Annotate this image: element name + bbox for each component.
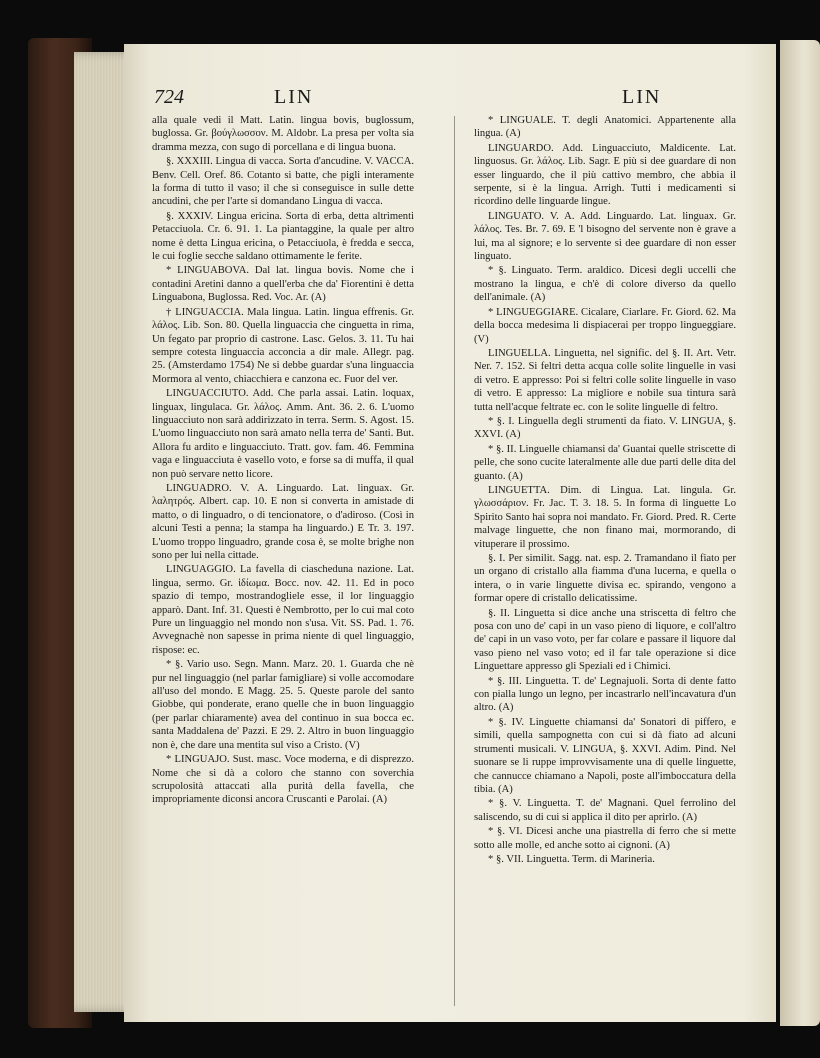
running-head-right: LIN — [622, 86, 662, 108]
column-divider — [454, 116, 455, 1006]
page-header — [154, 86, 754, 112]
dictionary-entry: §. II. Linguetta si dice anche una striscetta di feltro che posa con uno de' capi in un vaso pieno di liquore, e coll'altro de' capi in un vaso voto, per far colare e passare il liquore dal vaso pieno nel vaso voto; ed il far tale operazione si dice Linguettare appresso gli Speziali ed i Chimici. — [474, 607, 736, 673]
dictionary-entry: * LINGUALE. T. degli Anatomici. Appartenente alla lingua. (A) — [474, 115, 736, 140]
right-column — [474, 114, 736, 1014]
dictionary-entry: * LINGUAJO. Sust. masc. Voce moderna, e di disprezzo. Nome che si dà a coloro che stanno con soverchia scrupolosità attaccati alla purità della favella, che impropriamente diconsi ancora Cruscanti e Parolai. (A) — [152, 754, 414, 806]
dictionary-entry: * §. Vario uso. Segn. Mann. Marz. 20. 1. Guarda che nè pur nel linguaggio (nel parlar famigliare) si volle accomodare all'uso del mondo. E Magg. 25. 5. Queste parole del santo Giobbe, qui ponderate, erano quelle che in buon linguaggio (per parlar chiaramente) avea del continuo in sua bocca ec. santa Maddalena de' Pazzi. E 29. 2. Altro in buon linguaggio non è, che dare una mentita sul viso a Cristo. (V) — [152, 659, 414, 751]
dictionary-entry: §. XXXIV. Lingua ericina. Sorta di erba, detta altrimenti Petacciuola. Cr. 6. 91. 1. La piantaggine, la quale per altro nome è detta Lingua ericina, o Petacciuola, è fredda e secca, le cui foglie secche saldano ottimamente le ferite. — [152, 210, 414, 263]
dictionary-entry: LINGUETTA. Dim. di Lingua. Lat. lingula. Gr. γλωσσάριον. Fr. Jac. T. 3. 18. 5. In forma di linguette Lo Spirito Santo hai sopra noi mandato. Fr. Giord. Pred. R. Certe malvage linguette, che non finano mai, mormorando, di vituperare il prossimo. — [474, 484, 736, 550]
dictionary-entry: alla quale vedi il Matt. Latin. lingua bovis, buglossum, buglossa. Gr. βούγλωσσον. M. Aldobr. La presa per volta sia dramma mezza, con sugo di porcellana e di lingua buona. — [152, 115, 414, 153]
dictionary-entry: §. I. Per similit. Sagg. nat. esp. 2. Tramandano il fiato per un organo di cristallo alla fiamma d'una lucerna, e quella o intera, o in varie linguette divisa ec. spirando, vengono a formar opere di cristallo delicatissime. — [474, 553, 736, 605]
dictionary-entry: §. XXXIII. Lingua di vacca. Sorta d'ancudine. V. VACCA. Benv. Cell. Oref. 86. Cotanto si batte, che pigli interamente la forma di tutto il vaso; il che si conseguisce in sulle dette ancudini, che per l'arte si domandano Lingua di vacca. — [152, 156, 414, 208]
dictionary-entry: LINGUATO. V. A. Add. Linguardo. Lat. linguax. Gr. λάλος. Tes. Br. 7. 69. E 'l bisogno del servente non è grave a lui, ma al signore; e lo servente si dee guardare di non esser linguato. — [474, 210, 736, 263]
dictionary-entry: * §. II. Linguelle chiamansi da' Guantai quelle striscette di pelle, che sono cucite lateralmente alle due parti delle dita del guanto. (A) — [474, 443, 736, 482]
dictionary-entry: * LINGUABOVA. Dal lat. lingua bovis. Nome che i contadini Aretini danno a quell'erba che da' Fiorentini è detta Linguabona, Buglossa. Red. Voc. Ar. (A) — [152, 265, 414, 304]
dictionary-entry: * §. Linguato. Term. araldico. Dicesi degli uccelli che mostrano la lingua, e ch'è di colore diverso da quello dell'animale. (A) — [474, 265, 736, 304]
facing-page-edge — [780, 40, 820, 1026]
dictionary-entry: * §. VI. Dicesi anche una piastrella di ferro che si mette sotto alle molle, ed anche sotto ai cignoni. (A) — [474, 826, 736, 851]
dictionary-entry: * §. III. Linguetta. T. de' Legnajuoli. Sorta di dente fatto con pialla lungo un legno, per incastrarlo nell'incavatura d'un altro. (A) — [474, 675, 736, 714]
dictionary-entry: * §. VII. Linguetta. Term. di Marineria. — [488, 853, 655, 865]
dictionary-entry: LINGUELLA. Linguetta, nel signific. del §. II. Art. Vetr. Ner. 7. 152. Si feltri detta acqua colle solite linguelle in vasi di vetro. E appresso: Poi si feltri colle solite linguelle in vaso di vetro. E appresso: La migliore e nobile sua tintura sarà tutta nell'acque feltrate ec. con le solite linguelle di feltro. — [474, 347, 736, 413]
dictionary-entry: LINGUARDO. Add. Linguacciuto, Maldicente. Lat. linguosus. Gr. λάλος. Lib. Sagr. E più si dee guardare di non esser linguardo, che il più cattivo membro, che abbia il serpente, si è la lingua. Arrigh. Tutti i medicamenti si ricordino delle linguarde lingue. — [474, 142, 736, 208]
page-number: 724 — [154, 86, 184, 108]
dictionary-entry: LINGUAGGIO. La favella di ciascheduna nazione. Lat. lingua, sermo. Gr. ἰδίωμα. Bocc. nov. 42. 11. Ed in poco spazio di tempo, mostrandogliele esse, il lor linguaggio apparò. Dant. Inf. 31. Questi è Nembrotto, per lo cui mal coto Pure un linguaggio nel mondo non s'usa. Vit. SS. Pad. 1. 76. Avvegnachè non sapesse in prima niente di quel linguaggio, rispose: ec. — [152, 564, 414, 656]
dictionary-entry: * §. I. Linguella degli strumenti da fiato. V. LINGUA, §. XXVI. (A) — [474, 415, 736, 441]
dictionary-entry: LINGUADRO. V. A. Linguardo. Lat. linguax. Gr. λαλητρός. Albert. cap. 10. E non si converta in amistade di matto, o di linguadro, o di tencionatore, o d'adiroso. (Così in alcuni Testi a penna; la stampa ha linguardo.) E Tr. 3. 197. L'uomo troppo linguadro, grande cosa è, se molte brighe non sono per lui nella cittade. — [152, 482, 414, 561]
dictionary-entry: † LINGUACCIA. Mala lingua. Latin. lingua effrenis. Gr. λάλος. Lib. Son. 80. Quella linguaccia che cinguetta in rima, Un fegato par proprio di castrone. Lasc. Gelos. 3. 11. Tu hai sempre cotesta linguaccia acconcia a dir male. Allegr. pag. 25. (Amsterdamo 1754) Ne si debbe guardar s'una linguaccia Mormora al vento, chiacchiera e canzona ec. Fuor del ver. — [152, 306, 414, 385]
running-head-left: LIN — [274, 86, 314, 108]
dictionary-entry: LINGUACCIUTO. Add. Che parla assai. Latin. loquax, linguax, lingulaca. Gr. λάλος. Amm. Ant. 36. 2. 6. L'uomo linguacciuto non sarà addirizzato in terra. Serm. S. Agost. 15. L'uomo linguacciuto non sarà amato nella terra de' Santi. But. Allora fu ardito e linguacciuto. Tratt. gov. fam. 46. Femmina vaga e linguacciuta è vasello voto, e forse sa di muffa, il qual non può servare netto licore. — [152, 388, 414, 480]
dictionary-entry: * LINGUEGGIARE. Cicalare, Ciarlare. Fr. Giord. 62. Ma della bocca medesima li dispiacerai per troppo lingueggiare. (V) — [474, 306, 736, 345]
dictionary-page — [124, 44, 776, 1022]
dictionary-entry: * §. V. Linguetta. T. de' Magnani. Quel ferrolino del saliscendo, su di cui si applica il dito per aprirlo. (A) — [474, 798, 736, 823]
dictionary-entry: * §. IV. Linguette chiamansi da' Sonatori di piffero, e simili, quella sampognetta con cui si dà fiato ad alcuni strumenti musicali. V. LINGUA, §. XXVI. Adim. Pind. Nel suonare se li ruppe improvvisamente una di quelle linguette, che cannucce chiamano a Napoli, poste all'imboccatura della tibia. (A) — [474, 716, 736, 795]
book — [28, 38, 820, 1028]
left-column — [152, 114, 414, 1014]
